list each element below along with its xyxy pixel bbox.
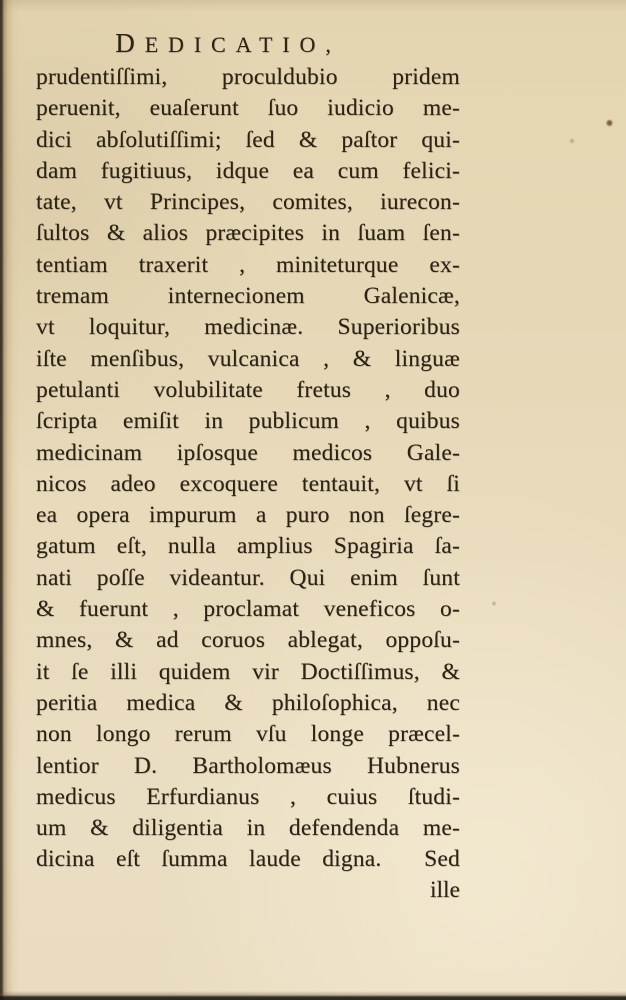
paper-speck <box>606 119 613 127</box>
text-line: nicos adeo excoquere tentauit, vt ſi <box>36 470 460 497</box>
text-line: & fuerunt , proclamat veneficos o- <box>36 596 460 623</box>
text-line: gatum eſt, nulla amplius Spagiria ſa- <box>36 533 460 560</box>
text-line: dicina eſt ſumma laude digna. Sed <box>36 846 460 873</box>
text-line: ſultos & alios præcipites in ſuam ſen- <box>36 220 460 247</box>
paper-speck <box>492 600 496 607</box>
page-bottom-edge <box>0 991 626 1000</box>
page-left-edge <box>0 0 20 1000</box>
text-line: tremam internecionem Galenicæ, <box>36 283 460 310</box>
text-line: medicus Erfurdianus , cuius ſtudi- <box>36 783 460 810</box>
text-line: iſte menſibus, vulcanica , & linguæ <box>36 345 460 372</box>
text-line: lentior D. Bartholomæus Hubnerus <box>36 752 460 779</box>
text-line: peritia medica & philoſophica, nec <box>36 689 460 716</box>
body-text <box>36 62 460 876</box>
text-line: tentiam traxerit , miniteturque ex- <box>36 251 460 278</box>
text-line: dam fugitiuus, idque ea cum felici- <box>36 157 460 184</box>
page-heading: DEDICATIO, <box>115 28 341 58</box>
text-line: non longo rerum vſu longe præcel- <box>36 721 460 748</box>
text-line: prudentiſſimi, proculdubio pridem <box>36 64 460 90</box>
text-line: um & diligentia in defendenda me- <box>36 815 460 842</box>
text-line: ea opera impurum a puro non ſegre- <box>36 502 460 529</box>
text-line: medicinam ipſosque medicos Gale- <box>36 439 460 466</box>
paper-speck <box>569 138 575 144</box>
text-line: nati poſſe videantur. Qui enim ſunt <box>36 564 460 591</box>
text-line: dici abſolutiſſimi; ſed & paſtor qui- <box>36 126 460 153</box>
text-line: it ſe illi quidem vir Doctiſſimus, & <box>36 658 460 685</box>
text-line: mnes, & ad coruos ablegat, oppoſu- <box>36 627 460 654</box>
catchword: ille <box>429 877 460 903</box>
text-line: ſcripta emiſit in publicum , quibus <box>36 408 460 435</box>
page-top-shadow <box>0 0 626 12</box>
text-line: tate, vt Principes, comites, iurecon- <box>36 189 460 216</box>
text-line: vt loquitur, medicinæ. Superioribus <box>36 314 460 341</box>
text-line: petulanti volubilitate fretus , duo <box>36 376 460 403</box>
text-line: peruenit, euaſerunt ſuo iudicio me- <box>36 95 460 122</box>
